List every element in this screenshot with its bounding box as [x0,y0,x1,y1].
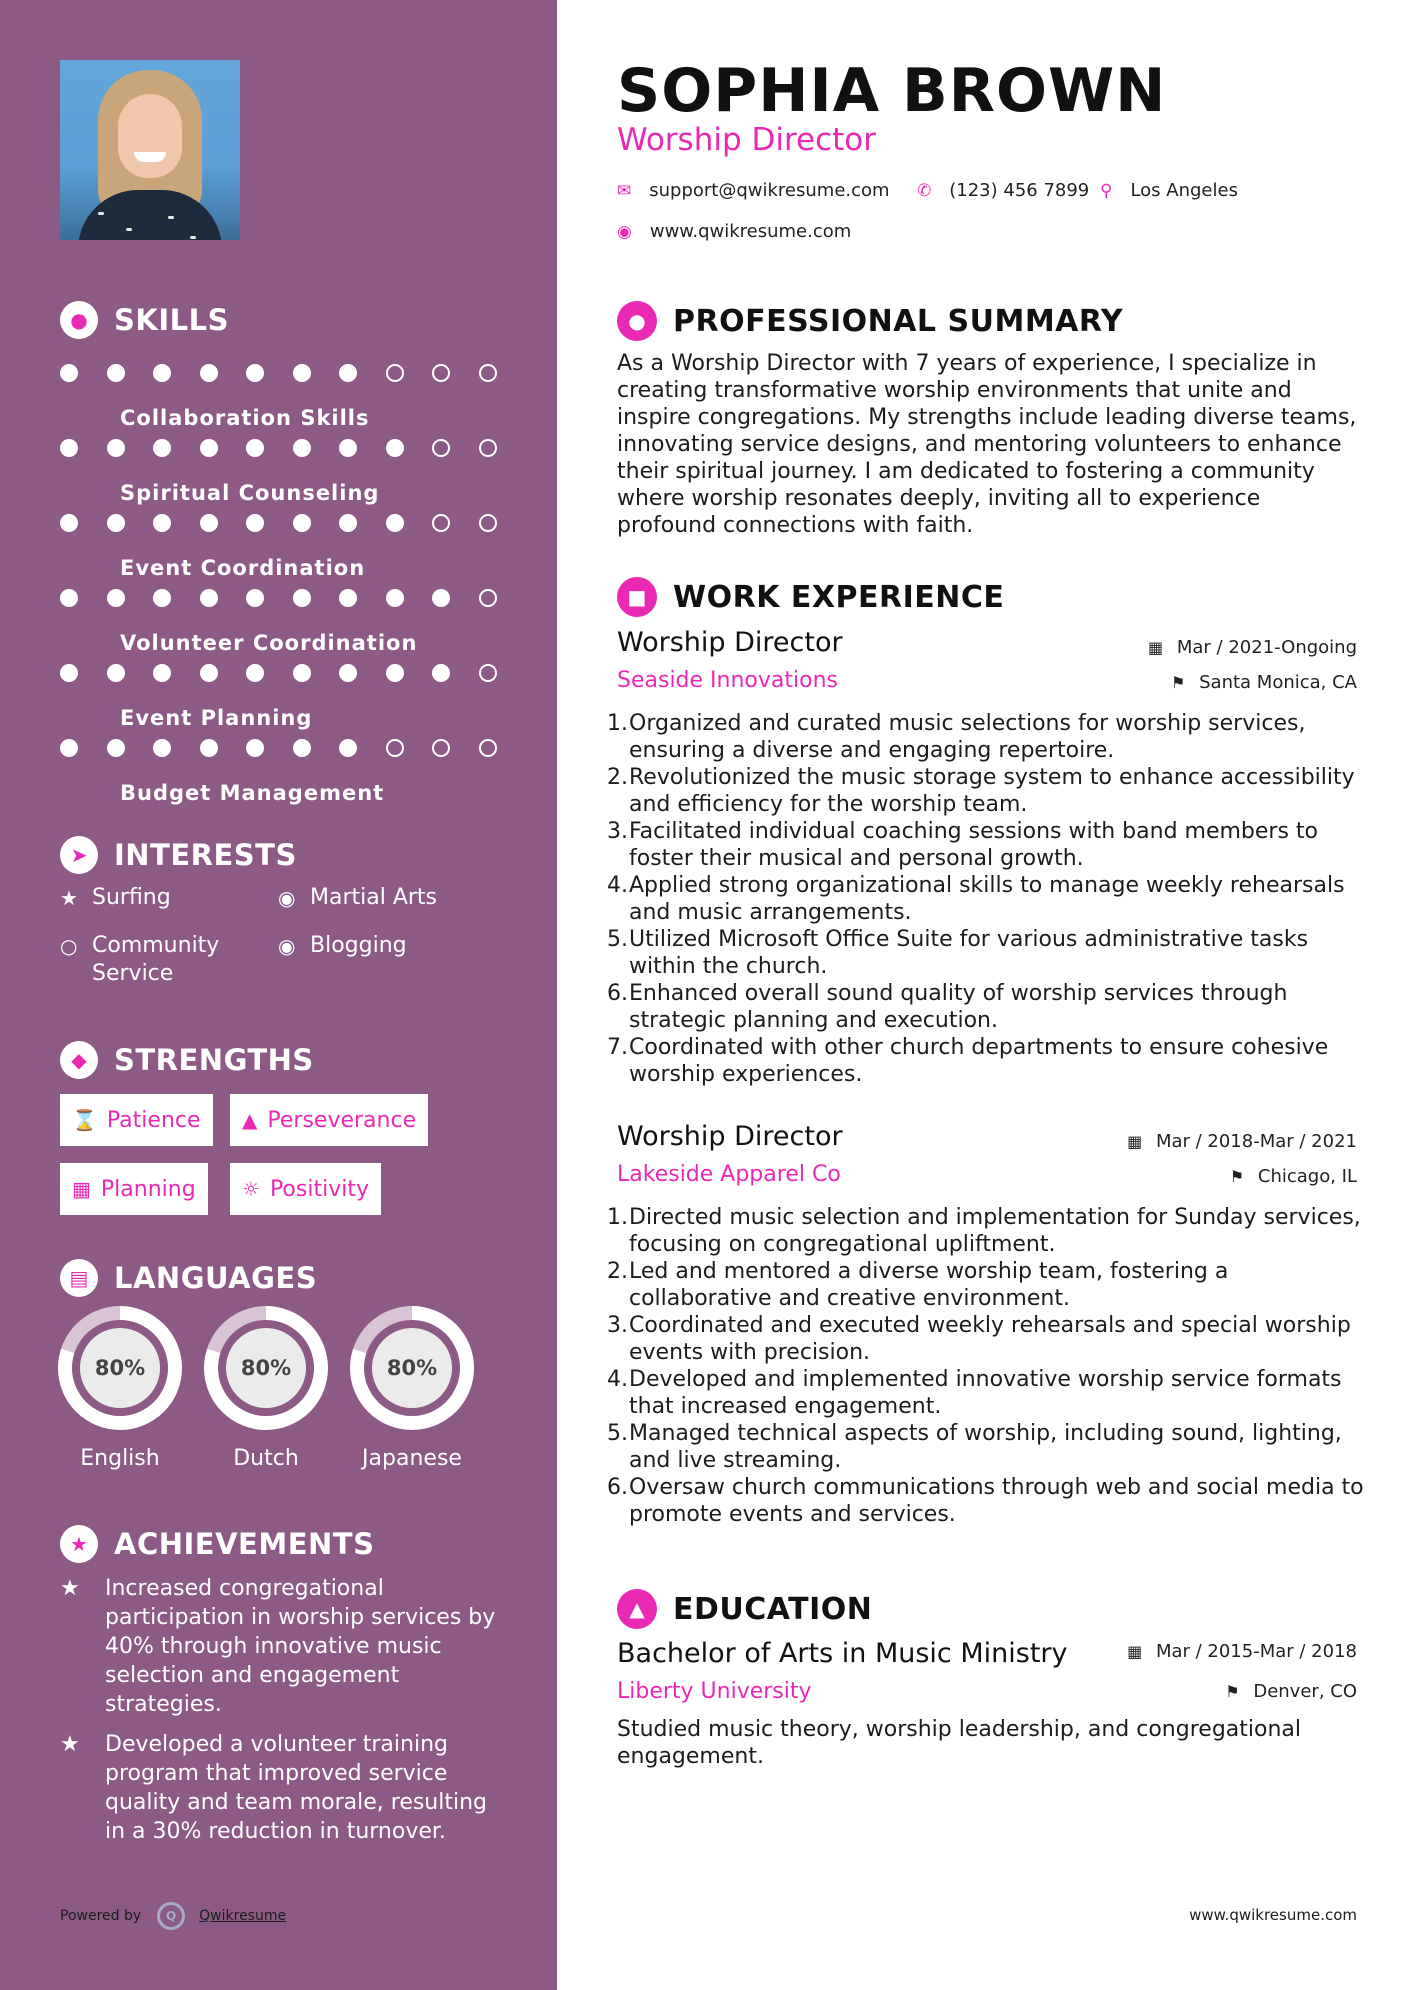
sidebar [0,0,557,1990]
bullet-text: Led and mentored a diverse worship team, fostering a collaborative and creative environment. [629,1259,1229,1311]
bullet-text: Facilitated individual coaching sessions with band members to foster their musical and personal growth. [629,819,1319,871]
rating-dot-filled [107,364,125,382]
bullet-number: 1. [607,1205,628,1230]
skill-rating [60,364,510,384]
paper-plane-icon: ➤ [60,836,98,874]
candidate-role: Worship Director [617,122,877,158]
rating-dot-filled [200,589,218,607]
skill-name: Budget Management [120,781,385,805]
job-company: Seaside Innovations [617,668,838,693]
job-bullet [607,710,1367,764]
language-progress-ring [350,1306,474,1430]
job-bullet [607,926,1367,980]
language-progress-ring [58,1306,182,1430]
language-percent: 80% [226,1328,306,1408]
hourglass-icon: ⌛ [72,1108,97,1132]
rating-dot-filled [246,364,264,382]
skill-item [60,725,510,805]
calendar-icon: ▦ [1127,1132,1143,1151]
rating-dot-filled [107,664,125,682]
interest-item: ★ Surfing [60,885,171,910]
rating-dot-empty [386,739,404,757]
rating-dot-filled [107,589,125,607]
rating-dot-empty [432,364,450,382]
job-location: ⚑ Santa Monica, CA [1171,672,1357,693]
rating-dot-filled [386,589,404,607]
rating-dot-filled [339,364,357,382]
fist-icon: ◆ [60,1041,98,1079]
language-item [204,1306,328,1471]
rating-dot-filled [246,589,264,607]
skills-heading: ● SKILLS [60,300,229,340]
contact-location: ⚲ Los Angeles [1100,180,1238,201]
bullet-number: 3. [607,819,628,844]
main-content [557,0,1407,1990]
rating-dot-filled [293,514,311,532]
bullet-number: 1. [607,711,628,736]
rating-dot-filled [432,664,450,682]
rating-dot-filled [386,664,404,682]
rating-dot-filled [60,364,78,382]
rating-dot-filled [153,664,171,682]
bullet-number: 5. [607,927,628,952]
rating-dot-filled [339,439,357,457]
rating-dot-filled [200,664,218,682]
rating-dot-filled [107,439,125,457]
job-bullet [607,1366,1367,1420]
education-location: ⚑ Denver, CO [1225,1681,1357,1702]
skill-name: Volunteer Coordination [120,631,418,655]
road-icon: ▲ [242,1108,258,1132]
rating-dot-empty [479,439,497,457]
rating-dot-filled [60,514,78,532]
bullet-text: Enhanced overall sound quality of worship services through strategic planning and execution. [629,981,1288,1033]
rating-dot-filled [200,364,218,382]
rating-dot-filled [60,664,78,682]
job-bullet [607,1204,1367,1258]
job-title: Worship Director [617,627,843,658]
star-badge-icon: ★ [60,1525,98,1563]
job-bullet [607,818,1367,872]
achievements-heading: ★ ACHIEVEMENTS [60,1524,374,1564]
job-title: Worship Director [617,1121,843,1152]
job-bullet [607,1420,1367,1474]
bullet-text: Revolutionized the music storage system to enhance accessibility and efficiency for the worship team. [629,765,1355,817]
office-chair-icon: ■ [617,577,657,617]
education-degree: Bachelor of Arts in Music Ministry [617,1638,1068,1669]
language-name: Japanese [362,1446,462,1471]
star-icon: ★ [60,1732,80,1757]
skill-rating [60,439,510,459]
rating-dot-empty [432,739,450,757]
bullet-number: 6. [607,1475,628,1500]
skill-rating [60,514,510,534]
pin-icon: ⚑ [1229,1167,1245,1186]
rating-dot-filled [246,739,264,757]
rating-dot-filled [386,514,404,532]
rating-dot-filled [432,589,450,607]
rating-dot-empty [479,664,497,682]
bullet-text: Applied strong organizational skills to manage weekly rehearsals and music arrangements. [629,873,1345,925]
skill-rating [60,589,510,609]
skill-item [60,500,510,580]
bullet-text: Directed music selection and implementation for Sunday services, focusing on congregational upliftment. [629,1205,1361,1257]
star-icon: ★ [60,886,78,910]
skill-name: Collaboration Skills [120,406,370,430]
education-heading: ▲ EDUCATION [617,1588,872,1630]
job-dates: ▦ Mar / 2018-Mar / 2021 [1127,1131,1357,1152]
sun-icon: ☼ [242,1177,260,1201]
globe-icon: ◉ [278,886,296,910]
envelope-icon: ✉ [617,180,632,201]
rating-dot-filled [246,664,264,682]
rating-dot-filled [107,514,125,532]
lightbulb-icon: ● [60,301,98,339]
skill-name: Event Coordination [120,556,366,580]
bullet-number: 4. [607,873,628,898]
rating-dot-filled [246,439,264,457]
rating-dot-filled [200,739,218,757]
strength-badge: ⌛ Patience [60,1094,213,1146]
map-pin-icon: ⚲ [1100,180,1113,201]
language-name: Dutch [233,1446,299,1471]
strength-badge: ▲ Perseverance [230,1094,428,1146]
bullet-number: 2. [607,765,628,790]
language-item [350,1306,474,1471]
bullet-number: 6. [607,981,628,1006]
rating-dot-filled [293,439,311,457]
job-bullet [607,872,1367,926]
bullet-text: Coordinated with other church departments to ensure cohesive worship experiences. [629,1035,1329,1087]
rating-dot-filled [339,664,357,682]
footer-url[interactable]: www.qwikresume.com [1189,1906,1357,1924]
language-percent: 80% [372,1328,452,1408]
job-bullet [607,1034,1367,1088]
star-icon: ★ [60,1576,80,1601]
rating-dot-filled [153,514,171,532]
graduation-icon: ▲ [617,1589,657,1629]
bullet-text: Organized and curated music selections for worship services, ensuring a diverse and engaging repertoire. [629,711,1306,763]
interest-label-line1: Community [92,933,220,958]
bullet-number: 7. [607,1035,628,1060]
user-icon: ● [617,301,657,341]
phone-icon: ✆ [917,180,932,201]
skill-item [60,350,510,430]
rating-dot-filled [107,739,125,757]
rating-dot-filled [293,739,311,757]
experience-heading: ■ WORK EXPERIENCE [617,576,1004,618]
job-bullet [607,764,1367,818]
languages-heading: ▤ LANGUAGES [60,1258,317,1298]
bullet-number: 5. [607,1421,628,1446]
rating-dot-filled [200,514,218,532]
rating-dot-empty [479,739,497,757]
rating-dot-filled [293,364,311,382]
rating-dot-filled [60,589,78,607]
interest-label-line2: Service [92,961,174,986]
rating-dot-filled [293,589,311,607]
skill-item [60,650,510,730]
pin-icon: ⚑ [1225,1682,1240,1701]
bullet-number: 2. [607,1259,628,1284]
achievement-item: ★ Developed a volunteer training program that improved service quality and team morale, resulting in a 30% reduction in turnover. [60,1732,488,1844]
rating-dot-empty [479,514,497,532]
bullet-number: 3. [607,1313,628,1338]
contact-website: ◉ www.qwikresume.com [617,221,852,242]
powered-by: Powered by Q Qwikresume [60,1902,286,1930]
rating-dot-filled [293,664,311,682]
interest-item: ◉ Blogging [278,933,407,958]
candidate-name: SOPHIA BROWN [617,56,1167,126]
qwikresume-logo-icon: Q [157,1902,185,1930]
globe-icon: ◉ [617,221,632,242]
rating-dot-filled [339,589,357,607]
job-bullet [607,1258,1367,1312]
bullet-text: Developed and implemented innovative worship service formats that increased engagement. [629,1367,1342,1419]
contact-phone: ✆ (123) 456 7899 [917,180,1090,201]
job-bullets [607,710,1367,1088]
bullet-text: Coordinated and executed weekly rehearsals and special worship events with precision. [629,1313,1351,1365]
job-company: Lakeside Apparel Co [617,1162,841,1187]
calendar-icon: ▦ [1127,1642,1143,1661]
rating-dot-filled [153,739,171,757]
bullet-text: Managed technical aspects of worship, including sound, lighting, and live streaming. [629,1421,1342,1473]
language-progress-ring [204,1306,328,1430]
skill-rating [60,664,510,684]
skill-rating [60,739,510,759]
rating-dot-empty [479,589,497,607]
rating-dot-filled [339,514,357,532]
skill-name: Event Planning [120,706,313,730]
rating-dot-filled [339,739,357,757]
users-icon: ◉ [278,934,296,958]
rating-dot-filled [153,364,171,382]
rating-dot-empty [432,514,450,532]
achievement-item: ★ Increased congregational participation in worship services by 40% through innovative music selection and engagement strategies. [60,1576,496,1717]
job-location: ⚑ Chicago, IL [1229,1166,1357,1187]
education-school: Liberty University [617,1679,812,1704]
rating-dot-filled [153,589,171,607]
rating-dot-filled [60,439,78,457]
bullet-text: Oversaw church communications through web and social media to promote events and services. [629,1475,1364,1527]
summary-text: As a Worship Director with 7 years of experience, I specialize in creating transformative worship environments that unite and inspire congregations. My strengths include leading diverse teams, innovating service designs, and mentoring volunteers to enhance their spiritual journey. I am dedicated to fostering a community where worship resonates deeply, inviting all to experience profound connections with faith. [617,351,1357,538]
rating-dot-empty [386,364,404,382]
summary-heading: ● PROFESSIONAL SUMMARY [617,300,1123,342]
calendar-icon: ▦ [72,1177,91,1201]
skill-item [60,575,510,655]
pin-icon: ⚑ [1171,673,1186,692]
calendar-icon: ▦ [1148,638,1164,657]
education-dates: ▦ Mar / 2015-Mar / 2018 [1127,1641,1357,1662]
language-item [58,1306,182,1471]
rating-dot-filled [386,439,404,457]
rating-dot-empty [432,439,450,457]
qwikresume-link[interactable]: Qwikresume [199,1908,287,1924]
rating-dot-filled [60,739,78,757]
rating-dot-filled [153,439,171,457]
rating-dot-empty [479,364,497,382]
skill-name: Spiritual Counseling [120,481,380,505]
bullet-number: 4. [607,1367,628,1392]
contact-email: ✉ support@qwikresume.com [617,180,890,201]
education-description: Studied music theory, worship leadership, and congregational engagement. [617,1717,1301,1769]
job-bullets [607,1204,1367,1528]
job-dates: ▦ Mar / 2021-Ongoing [1148,637,1357,658]
strength-badge: ☼ Positivity [230,1163,381,1215]
job-bullet [607,1312,1367,1366]
interest-item: ◉ Martial Arts [278,885,438,910]
interests-heading: ➤ INTERESTS [60,835,297,875]
rating-dot-filled [246,514,264,532]
skill-item [60,425,510,505]
strengths-heading: ◆ STRENGTHS [60,1040,314,1080]
rating-dot-filled [200,439,218,457]
job-bullet [607,1474,1367,1528]
strength-badge: ▦ Planning [60,1163,208,1215]
interest-item [60,932,219,988]
hand-icon: ○ [60,934,78,958]
language-percent: 80% [80,1328,160,1408]
language-name: English [80,1446,160,1471]
bullet-text: Utilized Microsoft Office Suite for various administrative tasks within the church. [629,927,1309,979]
language-icon: ▤ [60,1259,98,1297]
profile-photo [60,60,240,240]
job-bullet [607,980,1367,1034]
